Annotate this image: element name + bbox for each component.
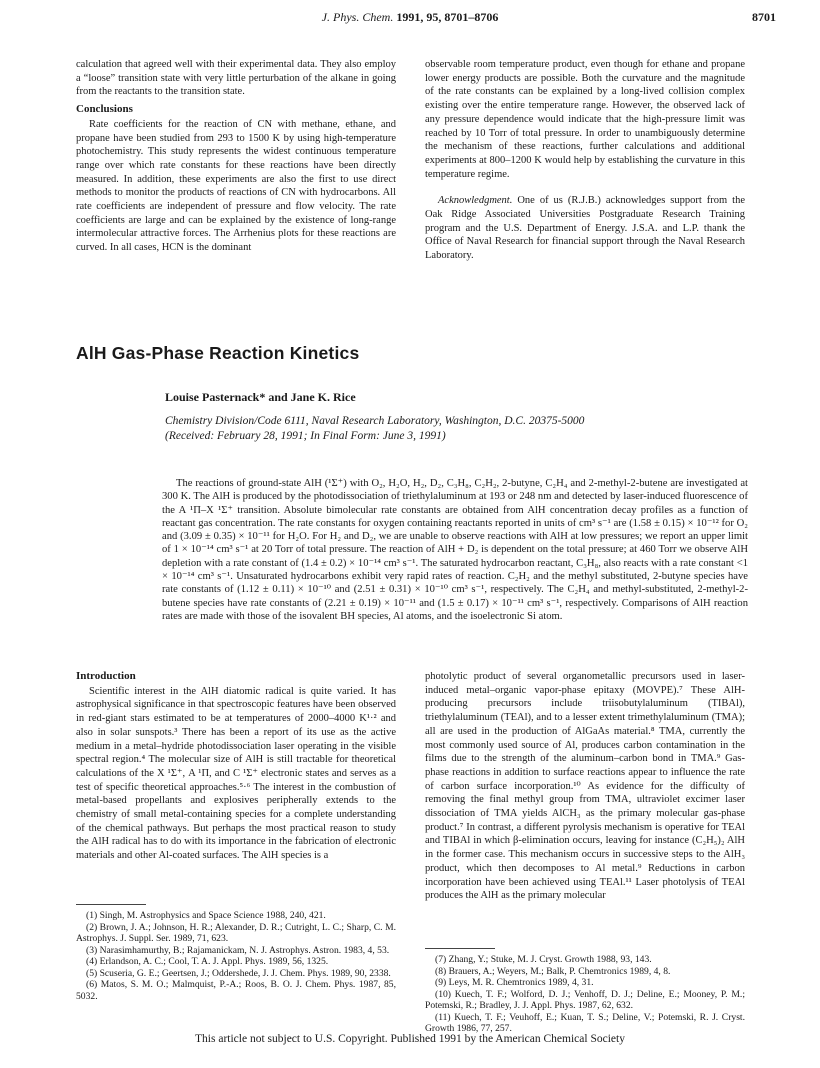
reference-item: (10) Kuech, T. F.; Wolford, D. J.; Venhoff, D. J.; Deline, E.; Mooney, P. M.; Potemski, R.; Bradley, J. J. Appl. Phys. 1987, 62, 632. xyxy=(425,988,745,1011)
article-authors: Louise Pasternack* and Jane K. Rice xyxy=(165,390,356,404)
intro-left-column xyxy=(76,670,396,863)
footnote-rule-right xyxy=(425,948,495,949)
references-right xyxy=(425,954,745,1035)
acknowledgment-paragraph xyxy=(425,194,745,263)
footnote-rule-left xyxy=(76,904,146,905)
prev-article-right-column xyxy=(425,58,745,263)
prev-article-paragraph: calculation that agreed well with their experimental data. They also employ a “loose” transition state with very little perturbation of the alkane in going from the reactants to the transition state. xyxy=(76,59,396,98)
journal-name: J. Phys. Chem. xyxy=(321,10,394,24)
acknowledgment-text: One of us (R.J.B.) acknowledges support from the Oak Ridge Associated Universities Postgraduate Research Training program and the U.S. Department of Energy. J.S.A. and L.P. thank the Office of Naval Research for financial support through the Naval Research Laboratory. xyxy=(425,195,745,262)
references-left xyxy=(76,910,396,1002)
copyright-footer: This article not subject to U.S. Copyright. Published 1991 by the American Chemical Society xyxy=(195,1033,625,1045)
running-header xyxy=(0,10,820,25)
prev-article-left-column xyxy=(76,58,396,255)
journal-citation: 1991, 95, 8701–8706 xyxy=(396,10,499,24)
intro-left-text: Scientific interest in the AlH diatomic radical is quite varied. It has astrophysical significance in that spectroscopic features have been observed in red-giant stars estimated to be at temperatures of 2000–4000 K¹·² and also in solar sunspots.³ There has been a report of its use as the active medium in a metal–hydride photodissociation laser operating in the visible spectral region.⁴ The molecular size of AlH is still tractable for theoretical calculations of the X ¹Σ⁺, A ¹Π, and C ¹Σ⁺ electronic states and serves as a test of specific theoretical approaches.⁵·⁶ The interest in the combustion of metal-based propellants and explosives peripherally extends to the chemistry of small metal-containing species for a complete understanding of the chemical pathways. But perhaps the most practical reason to study the AlH radical has to do with its importance in the fabrication of electronic materials and other Al-coated surfaces. The AlH species is a xyxy=(76,685,396,862)
introduction-heading: Introduction xyxy=(76,670,136,682)
article-title: AlH Gas-Phase Reaction Kinetics xyxy=(76,343,360,363)
reference-item: (4) Erlandson, A. C.; Cool, T. A. J. Appl. Phys. 1989, 56, 1325. xyxy=(86,956,329,967)
reference-item: (9) Leys, M. R. Chemtronics 1989, 4, 31. xyxy=(435,977,594,988)
conclusions-heading: Conclusions xyxy=(76,103,133,116)
intro-right-text: photolytic product of several organometallic precursors used in laser-induced metal–organic vapor-phase epitaxy (MOVPE).⁷ These AlH-producing precursors include triisobutylaluminum (TIBAl), triethylaluminum (TEAl), and to a lesser extent trimethylaluminum (TMA); all are used in the production of AlGaAs material.⁸ TMA, currently the most commonly used source of Al, produces carbon contamination in the films due to the strength of the aluminum–carbon bond in TMA.⁹ Gas-phase reactions in addition to surface reactions appear to influence the rate of carbon surface incorporation.¹⁰ As evidence for the difficulty of removing the final methyl group from TMA, ultraviolet excimer laser dissociation of TMA yields AlCH₃ as the primary molecular gas-phase product.⁷ In contrast, a different pyrolysis mechanism is operative for TEAl and TIBAl in which β-elimination occurs, leaving for instance (C₂H₅)₂ AlH in the former case. This mechanism occurs in successive steps to the AlH₃ product, which then decomposes to Al metal.⁹ Reductions in carbon incorporation have been achieved using TEAl.¹¹ Laser photolysis of TEAl produces the AlH as the primary molecular xyxy=(425,671,745,902)
abstract-text: The reactions of ground-state AlH (¹Σ⁺) with O₂, H₂O, H₂, D₂, C₃H₈, C₂H₂, 2-butyne, C₂H₄ and 2-methyl-2-butene are investigated at 300 K. The AlH is produced by the photodissociation of triethylaluminum at 193 or 248 nm and detected by laser-induced fluorescence of the A ¹Π–X ¹Σ⁺ transition. Absolute bimolecular rate constants are obtained from AlH concentration decay profiles as a function of reactant gas concentration. The rate constants for oxygen containing reactants reported in units of cm³ s⁻¹ are (1.58 ± 0.15) × 10⁻¹² for O₂ and (3.09 ± 0.35) × 10⁻¹¹ for H₂O. For H₂ and D₂, we are unable to observe reactions with AlH at low pressures; we report an upper limit of 1 × 10⁻¹⁴ cm³ s⁻¹ at 20 Torr of total pressure. The reaction of AlH + D₂ is dependent on the total pressure; at 460 Torr we observe AlH depletion with a rate constant of (1.4 ± 0.2) × 10⁻¹⁴ cm³ s⁻¹. The saturated hydrocarbon reactant, C₃H₈, also reacts with a rate constant <1 × 10⁻¹⁴ cm³ s⁻¹. Unsaturated hydrocarbons exhibit very rapid rates of reaction. C₂H₂ and the methyl substituted, 2-butyne species have rate constants of (1.12 ± 0.11) × 10⁻¹⁰ and (2.51 ± 0.31) × 10⁻¹⁰ cm³ s⁻¹, respectively. The C₂H₄ and methyl-substituted, 2-methyl-2-butene species have rate constants of (2.21 ± 0.19) × 10⁻¹¹ and (1.5 ± 0.17) × 10⁻¹¹ cm³ s⁻¹, respectively. Comparisons of AlH reaction rates are made with those of the isovalent BH species, Al atoms, and the isoelectronic Si atom. xyxy=(162,478,748,622)
reference-item: (2) Brown, J. A.; Johnson, H. R.; Alexander, D. R.; Cutright, L. C.; Sharp, C. M. Astrophys. J. Suppl. Ser. 1989, 71, 623. xyxy=(76,921,396,944)
intro-right-column xyxy=(425,670,745,903)
abstract xyxy=(162,477,748,623)
reference-item: (3) Narasimhamurthy, B.; Rajamanickam, N. J. Astrophys. Astron. 1983, 4, 53. xyxy=(86,944,390,956)
reference-item: (5) Scuseria, G. E.; Geertsen, J.; Oddershede, J. J. Chem. Phys. 1989, 90, 2338. xyxy=(86,967,391,979)
reference-item: (8) Brauers, A.; Weyers, M.; Balk, P. Chemtronics 1989, 4, 8. xyxy=(435,965,671,977)
reference-item: (6) Matos, S. M. O.; Malmquist, P.-A.; Roos, B. O. J. Chem. Phys. 1987, 85, 5032. xyxy=(76,979,396,1002)
acknowledgment-label: Acknowledgment. xyxy=(438,195,513,207)
page-number: 8701 xyxy=(752,10,776,24)
article-affiliation-block xyxy=(165,414,765,444)
reference-item: (1) Singh, M. Astrophysics and Space Science 1988, 240, 421. xyxy=(86,910,326,921)
received-dates: (Received: February 28, 1991; In Final Form: June 3, 1991) xyxy=(165,430,446,442)
conclusions-text: Rate coefficients for the reaction of CN with methane, ethane, and propane have been studied from 293 to 1500 K by using high-temperature photochemistry. This study represents the widest continuous temperature range over which rate constants for these reactions have been directly measured. In addition, these experiments are also the first to use direct methods to monitor the products of reactions of CN with hydrocarbons. All rate coefficients are independent of pressure and flow velocity. The rate coefficients are large and can be explained by the existence of long-range intermolecular attractive forces. The Arrhenius plots for these reactions are curved. In all cases, HCN is the dominant xyxy=(76,118,396,254)
prev-article-right-text: observable room temperature product, even though for ethane and propane lower energy products are possible. Both the curvature and the magnitude of the rate constants can be explained by a long-lived collision complex existing over the entire temperature range. However, the observed lack of any pressure dependence would indicate that the high-pressure limit was reached by 10 Torr of total pressure. In order to unambiguously determine the mechanism of these reactions, further calculations and additional experiments at 800–1200 K would help by establishing the curvature in this temperature regime. xyxy=(425,59,745,180)
affiliation: Chemistry Division/Code 6111, Naval Research Laboratory, Washington, D.C. 20375-5000 xyxy=(165,415,585,427)
reference-item: (7) Zhang, Y.; Stuke, M. J. Cryst. Growth 1988, 93, 143. xyxy=(435,954,652,965)
reference-item: (11) Kuech, T. F.; Veuhoff, E.; Kuan, T. S.; Deline, V.; Potemski, R. J. Cryst. Growth 1986, 77, 257. xyxy=(425,1011,745,1034)
